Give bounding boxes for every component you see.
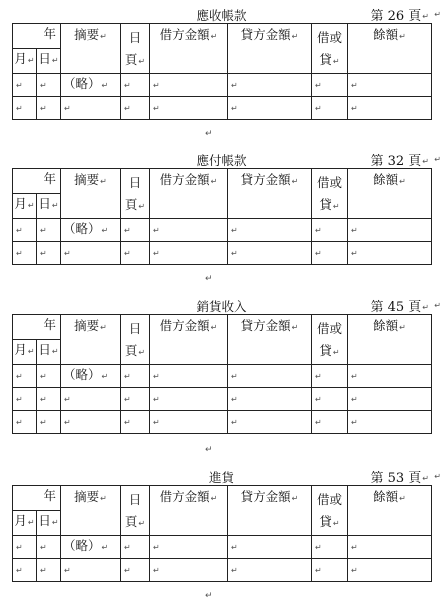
header-journal-page: 頁 [124,514,138,529]
cell-end-mark: ↵ [210,323,218,332]
cell-end-mark: ↵ [51,518,59,527]
header-year: 年 [13,315,61,340]
cell-end-mark: ↵ [291,177,299,186]
ledger-title-row [12,467,431,485]
cell-end-mark: ↵ [332,519,340,528]
cell-end-mark: ↵ [40,104,47,113]
ledger-cell[interactable] [37,219,61,242]
ledger-row [13,97,432,120]
header-debit-or-credit [312,24,348,74]
cell-end-mark: ↵ [153,226,160,235]
ledger-row [13,219,432,242]
paragraph-mark: ↵ [422,474,429,483]
ledger-cell[interactable] [61,365,121,388]
ledger-cell[interactable] [61,74,121,97]
cell-end-mark: ↵ [124,395,131,404]
cell-end-mark: ↵ [124,104,131,113]
cell-end-mark: ↵ [64,249,71,258]
ledger-account [12,296,441,434]
ledger-cell[interactable] [312,74,348,97]
row-end-mark: ↵ [434,155,441,164]
ledger-cell[interactable] [312,388,348,411]
ledger-cell[interactable] [228,97,312,120]
cell-end-mark: ↵ [124,566,131,575]
cell-end-mark: ↵ [101,543,109,552]
ledger-cell[interactable] [121,97,150,120]
cell-end-mark: ↵ [64,395,71,404]
header-day: 日↵ [37,340,61,365]
cell-end-mark: ↵ [124,543,131,552]
header-balance: 餘額↵ [348,486,432,536]
cell-end-mark: ↵ [138,57,146,66]
ledger-account [12,467,441,582]
header-summary: 摘要↵ [61,315,121,365]
cell-end-mark: ↵ [16,104,23,113]
cell-end-mark: ↵ [40,543,47,552]
cell-end-mark: ↵ [231,543,238,552]
cell-end-mark: ↵ [27,347,35,356]
ledger-cell[interactable] [150,242,228,265]
ledger-cell[interactable] [312,536,348,559]
header-year: 年 [13,486,61,511]
ledger-page-ref: 第 53 頁↵ [370,471,429,486]
header-row [13,315,432,340]
ledger-cell[interactable] [228,388,312,411]
paragraph-mark: ↵ [205,591,213,601]
cell-end-mark: ↵ [291,494,299,503]
summary-omitted: （略） [63,76,101,91]
ledger-cell[interactable] [13,388,37,411]
cell-end-mark: ↵ [231,104,238,113]
header-dr-cr-line2: 貸 [319,343,332,358]
header-day: 日↵ [37,511,61,536]
ledger-cell[interactable] [228,411,312,434]
ledger-cell[interactable] [37,411,61,434]
ledger-account [12,5,441,120]
ledger-title-row [12,150,431,168]
cell-end-mark: ↵ [40,81,47,90]
header-debit: 借方金額↵ [150,486,228,536]
ledger-cell[interactable] [37,242,61,265]
cell-end-mark: ↵ [27,56,35,65]
ledger-cell[interactable] [37,365,61,388]
cell-end-mark: ↵ [291,323,299,332]
ledger-cell[interactable] [13,219,37,242]
ledger-cell[interactable] [228,242,312,265]
ledger-cell[interactable] [228,559,312,582]
paragraph-mark: ↵ [422,12,429,21]
cell-end-mark: ↵ [231,226,238,235]
cell-end-mark: ↵ [399,494,406,503]
ledger-title-row [12,5,431,23]
ledger-page-ref: 第 26 頁↵ [370,9,429,24]
ledger-page-ref: 第 45 頁↵ [370,300,429,315]
cell-end-mark: ↵ [153,543,160,552]
cell-end-mark: ↵ [153,395,160,404]
ledger-row [13,365,432,388]
cell-end-mark: ↵ [138,519,146,528]
header-summary: 摘要↵ [61,169,121,219]
cell-end-mark: ↵ [16,395,23,404]
header-balance: 餘額↵ [348,169,432,219]
ledger-cell[interactable] [121,411,150,434]
ledger-row [13,388,432,411]
ledger-cell[interactable] [150,411,228,434]
ledger-title: 進貨 [208,470,234,485]
ledger-cell[interactable] [312,242,348,265]
ledger-cell[interactable] [61,219,121,242]
cell-end-mark: ↵ [124,249,131,258]
ledger-cell[interactable] [228,219,312,242]
ledger-cell[interactable] [61,411,121,434]
ledger-cell[interactable] [312,559,348,582]
header-debit: 借方金額↵ [150,315,228,365]
cell-end-mark: ↵ [351,249,358,258]
cell-end-mark: ↵ [351,543,358,552]
header-credit: 貸方金額↵ [228,315,312,365]
cell-end-mark: ↵ [27,201,35,210]
header-month: 月↵ [13,511,37,536]
cell-end-mark: ↵ [315,104,322,113]
ledger-cell[interactable] [13,365,37,388]
cell-end-mark: ↵ [153,104,160,113]
header-credit: 貸方金額↵ [228,24,312,74]
header-journal-page: 頁 [124,197,138,212]
ledger-page-ref: 第 32 頁↵ [370,154,429,169]
ledger-cell[interactable] [37,388,61,411]
cell-end-mark: ↵ [16,81,23,90]
header-month: 月↵ [13,49,37,74]
ledger-cell[interactable] [121,536,150,559]
cell-end-mark: ↵ [315,249,322,258]
ledger-cell[interactable] [61,559,121,582]
cell-end-mark: ↵ [315,226,322,235]
header-journal-day: 日 [128,321,142,336]
cell-end-mark: ↵ [101,372,109,381]
cell-end-mark: ↵ [16,418,23,427]
header-debit-or-credit [312,315,348,365]
ledger-row [13,411,432,434]
ledger-cell[interactable] [61,388,121,411]
header-row [13,486,432,511]
header-journal-ref [121,486,150,536]
ledger-cell[interactable] [312,365,348,388]
ledger-cell[interactable] [348,388,432,411]
cell-end-mark: ↵ [100,177,107,186]
cell-end-mark: ↵ [40,226,47,235]
ledger-cell[interactable] [121,242,150,265]
ledger-title: 應付帳款 [196,153,247,168]
header-dr-cr-line1: 借或 [317,30,343,45]
ledger-table [12,314,432,434]
cell-end-mark: ↵ [153,566,160,575]
cell-end-mark: ↵ [210,494,218,503]
cell-end-mark: ↵ [231,81,238,90]
paragraph-mark: ↵ [205,129,213,139]
ledger-cell[interactable] [348,219,432,242]
cell-end-mark: ↵ [231,249,238,258]
ledger-cell[interactable] [61,242,121,265]
cell-end-mark: ↵ [315,395,322,404]
header-row [13,169,432,194]
cell-end-mark: ↵ [138,348,146,357]
cell-end-mark: ↵ [315,372,322,381]
ledger-cell[interactable] [13,74,37,97]
ledger-cell[interactable] [348,559,432,582]
ledger-cell[interactable] [121,74,150,97]
ledger-cell[interactable] [150,97,228,120]
cell-end-mark: ↵ [124,418,131,427]
paragraph-mark: ↵ [422,303,429,312]
cell-end-mark: ↵ [315,81,322,90]
ledger-cell[interactable] [312,411,348,434]
summary-omitted: （略） [63,367,101,382]
cell-end-mark: ↵ [40,566,47,575]
cell-end-mark: ↵ [332,348,340,357]
ledger-account [12,150,441,265]
cell-end-mark: ↵ [16,226,23,235]
ledger-cell[interactable] [150,219,228,242]
header-summary: 摘要↵ [61,24,121,74]
ledger-cell[interactable] [13,97,37,120]
header-day: 日↵ [37,49,61,74]
ledger-title: 應收帳款 [196,8,247,23]
ledger-cell[interactable] [150,365,228,388]
header-debit: 借方金額↵ [150,24,228,74]
cell-end-mark: ↵ [399,32,406,41]
header-journal-day: 日 [128,175,142,190]
cell-end-mark: ↵ [399,177,406,186]
ledger-cell[interactable] [228,536,312,559]
ledger-cell[interactable] [121,388,150,411]
header-journal-ref [121,315,150,365]
ledger-row [13,242,432,265]
ledger-cell[interactable] [121,365,150,388]
ledger-cell[interactable] [348,242,432,265]
ledger-row [13,559,432,582]
cell-end-mark: ↵ [332,202,340,211]
cell-end-mark: ↵ [153,418,160,427]
cell-end-mark: ↵ [231,372,238,381]
header-credit: 貸方金額↵ [228,486,312,536]
paragraph-mark: ↵ [205,445,213,455]
header-dr-cr-line1: 借或 [317,492,343,507]
ledger-row [13,74,432,97]
cell-end-mark: ↵ [51,347,59,356]
ledger-cell[interactable] [150,388,228,411]
paragraph-mark: ↵ [422,157,429,166]
header-balance: 餘額↵ [348,315,432,365]
cell-end-mark: ↵ [40,249,47,258]
header-debit-or-credit [312,169,348,219]
header-row [13,24,432,49]
ledger-cell[interactable] [228,365,312,388]
cell-end-mark: ↵ [153,249,160,258]
ledger-cell[interactable] [348,411,432,434]
header-year: 年 [13,169,61,194]
cell-end-mark: ↵ [64,566,71,575]
ledger-cell[interactable] [61,97,121,120]
ledger-cell[interactable] [228,74,312,97]
cell-end-mark: ↵ [101,226,109,235]
ledger-table [12,23,432,120]
cell-end-mark: ↵ [100,32,107,41]
cell-end-mark: ↵ [210,32,218,41]
paragraph-mark: ↵ [205,274,213,284]
header-dr-cr-line1: 借或 [317,321,343,336]
cell-end-mark: ↵ [231,566,238,575]
header-dr-cr-line2: 貸 [319,197,332,212]
ledger-cell[interactable] [61,536,121,559]
header-month: 月↵ [13,340,37,365]
header-month: 月↵ [13,194,37,219]
header-year: 年 [13,24,61,49]
header-debit-or-credit [312,486,348,536]
cell-end-mark: ↵ [40,372,47,381]
ledger-cell[interactable] [150,559,228,582]
cell-end-mark: ↵ [64,104,71,113]
header-journal-day: 日 [128,30,142,45]
summary-omitted: （略） [63,538,101,553]
cell-end-mark: ↵ [51,56,59,65]
ledger-table [12,485,432,582]
row-end-mark: ↵ [434,472,441,481]
cell-end-mark: ↵ [40,418,47,427]
cell-end-mark: ↵ [138,202,146,211]
cell-end-mark: ↵ [291,32,299,41]
cell-end-mark: ↵ [16,249,23,258]
cell-end-mark: ↵ [64,418,71,427]
header-dr-cr-line2: 貸 [319,514,332,529]
cell-end-mark: ↵ [351,81,358,90]
cell-end-mark: ↵ [153,372,160,381]
ledger-cell[interactable] [121,559,150,582]
cell-end-mark: ↵ [16,372,23,381]
cell-end-mark: ↵ [351,104,358,113]
header-journal-ref [121,169,150,219]
cell-end-mark: ↵ [399,323,406,332]
cell-end-mark: ↵ [332,57,340,66]
header-dr-cr-line1: 借或 [317,175,343,190]
ledger-cell[interactable] [348,536,432,559]
ledger-table [12,168,432,265]
cell-end-mark: ↵ [351,418,358,427]
ledger-cell[interactable] [37,559,61,582]
cell-end-mark: ↵ [231,395,238,404]
cell-end-mark: ↵ [315,418,322,427]
cell-end-mark: ↵ [51,201,59,210]
header-summary: 摘要↵ [61,486,121,536]
ledger-cell[interactable] [348,365,432,388]
ledger-cell[interactable] [121,219,150,242]
ledger-cell[interactable] [348,74,432,97]
ledger-row [13,536,432,559]
header-journal-page: 頁 [124,52,138,67]
header-journal-page: 頁 [124,343,138,358]
ledger-cell[interactable] [150,74,228,97]
cell-end-mark: ↵ [100,494,107,503]
ledger-cell[interactable] [37,74,61,97]
ledger-cell[interactable] [13,242,37,265]
header-journal-ref [121,24,150,74]
cell-end-mark: ↵ [351,566,358,575]
cell-end-mark: ↵ [315,543,322,552]
cell-end-mark: ↵ [153,81,160,90]
ledger-title-row [12,296,431,314]
header-journal-day: 日 [128,492,142,507]
header-balance: 餘額↵ [348,24,432,74]
ledger-cell[interactable] [150,536,228,559]
cell-end-mark: ↵ [16,543,23,552]
cell-end-mark: ↵ [27,518,35,527]
cell-end-mark: ↵ [210,177,218,186]
cell-end-mark: ↵ [124,372,131,381]
ledger-cell[interactable] [312,97,348,120]
cell-end-mark: ↵ [231,418,238,427]
ledger-title: 銷貨收入 [196,299,247,314]
cell-end-mark: ↵ [16,566,23,575]
header-day: 日↵ [37,194,61,219]
row-end-mark: ↵ [434,301,441,310]
cell-end-mark: ↵ [101,81,109,90]
header-dr-cr-line2: 貸 [319,52,332,67]
cell-end-mark: ↵ [351,226,358,235]
ledger-cell[interactable] [312,219,348,242]
header-credit: 貸方金額↵ [228,169,312,219]
ledger-cell[interactable] [37,97,61,120]
cell-end-mark: ↵ [100,323,107,332]
cell-end-mark: ↵ [124,81,131,90]
ledger-cell[interactable] [13,411,37,434]
header-debit: 借方金額↵ [150,169,228,219]
cell-end-mark: ↵ [351,395,358,404]
ledger-cell[interactable] [37,536,61,559]
ledger-cell[interactable] [13,536,37,559]
cell-end-mark: ↵ [351,372,358,381]
ledger-cell[interactable] [13,559,37,582]
cell-end-mark: ↵ [315,566,322,575]
cell-end-mark: ↵ [40,395,47,404]
row-end-mark: ↵ [434,10,441,19]
ledger-cell[interactable] [348,97,432,120]
cell-end-mark: ↵ [124,226,131,235]
summary-omitted: （略） [63,221,101,236]
